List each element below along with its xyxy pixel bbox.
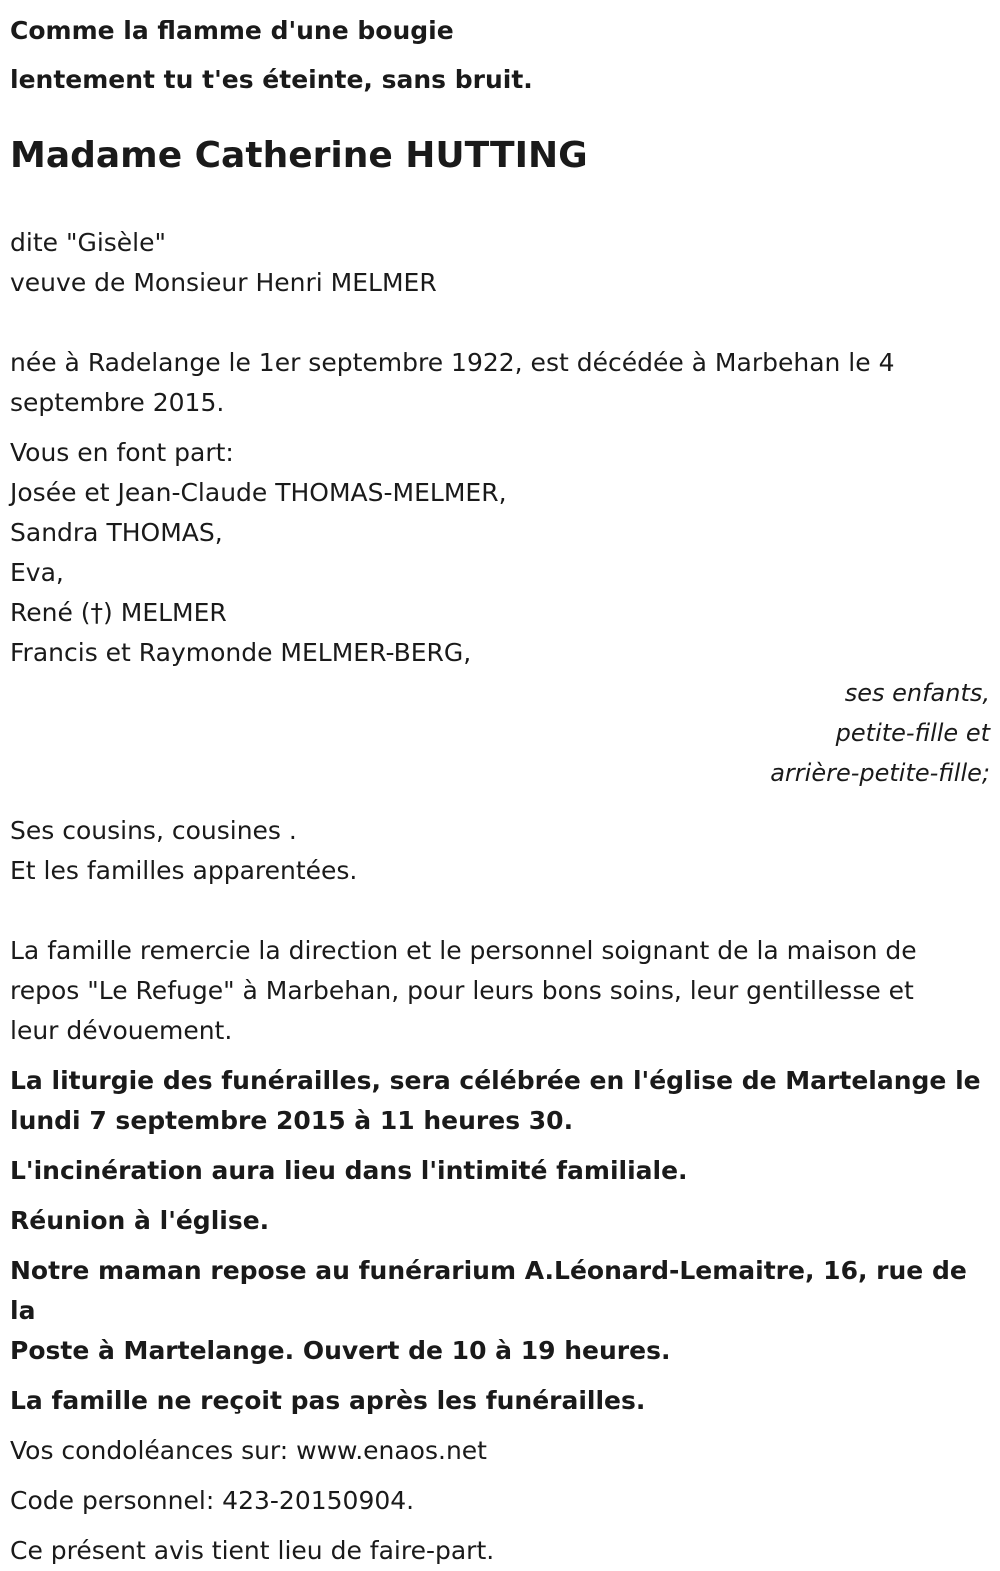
relation-line: petite-fille et bbox=[835, 719, 990, 747]
birth-death-line-1: née à Radelange le 1er septembre 1922, est décédée à Marbehan le 4 bbox=[10, 348, 895, 377]
incineration-line: L'incinération aura lieu dans l'intimité familiale. bbox=[10, 1156, 688, 1185]
funerarium-line-2: Poste à Martelange. Ouvert de 10 à 19 heures. bbox=[10, 1336, 671, 1365]
deceased-name: Madame Catherine HUTTING bbox=[10, 135, 588, 176]
liturgy-line-1: La liturgie des funérailles, sera célébrée en l'église de Martelange le bbox=[10, 1066, 981, 1095]
intro-verse-line-1: Comme la flamme d'une bougie bbox=[10, 16, 454, 45]
cousins-line: Ses cousins, cousines . bbox=[10, 816, 297, 845]
deceased-widow-of: veuve de Monsieur Henri MELMER bbox=[10, 268, 437, 297]
family-member: Josée et Jean-Claude THOMAS-MELMER, bbox=[10, 478, 507, 507]
funerarium-line-1: Notre maman repose au funérarium A.Léonard-Lemaitre, 16, rue de la bbox=[10, 1256, 967, 1325]
relation-line: arrière-petite-fille; bbox=[770, 759, 990, 787]
personal-code-line: Code personnel: 423-20150904. bbox=[10, 1486, 415, 1515]
family-member: René (†) MELMER bbox=[10, 598, 227, 627]
condolences-line: Vos condoléances sur: www.enaos.net bbox=[10, 1436, 487, 1465]
family-relations bbox=[10, 673, 990, 793]
birth-death-line-2: septembre 2015. bbox=[10, 388, 225, 417]
family-intro: Vous en font part: bbox=[10, 438, 234, 467]
deceased-alias: dite "Gisèle" bbox=[10, 228, 166, 257]
thanks-line-2: repos "Le Refuge" à Marbehan, pour leurs bons soins, leur gentillesse et bbox=[10, 976, 914, 1005]
thanks-line-3: leur dévouement. bbox=[10, 1016, 233, 1045]
family-member: Sandra THOMAS, bbox=[10, 518, 223, 547]
family-member: Eva, bbox=[10, 558, 64, 587]
family-member: Francis et Raymonde MELMER-BERG, bbox=[10, 638, 472, 667]
notice-line: Ce présent avis tient lieu de faire-part. bbox=[10, 1536, 495, 1565]
liturgy-line-2: lundi 7 septembre 2015 à 11 heures 30. bbox=[10, 1106, 574, 1135]
thanks-line-1: La famille remercie la direction et le personnel soignant de la maison de bbox=[10, 936, 917, 965]
no-reception-line: La famille ne reçoit pas après les funérailles. bbox=[10, 1386, 646, 1415]
intro-verse-line-2: lentement tu t'es éteinte, sans bruit. bbox=[10, 65, 533, 94]
family-announcement bbox=[10, 433, 990, 673]
intro-verse bbox=[10, 0, 990, 104]
related-families-line: Et les familles apparentées. bbox=[10, 856, 358, 885]
relation-line: ses enfants, bbox=[844, 679, 990, 707]
meeting-line: Réunion à l'église. bbox=[10, 1206, 270, 1235]
